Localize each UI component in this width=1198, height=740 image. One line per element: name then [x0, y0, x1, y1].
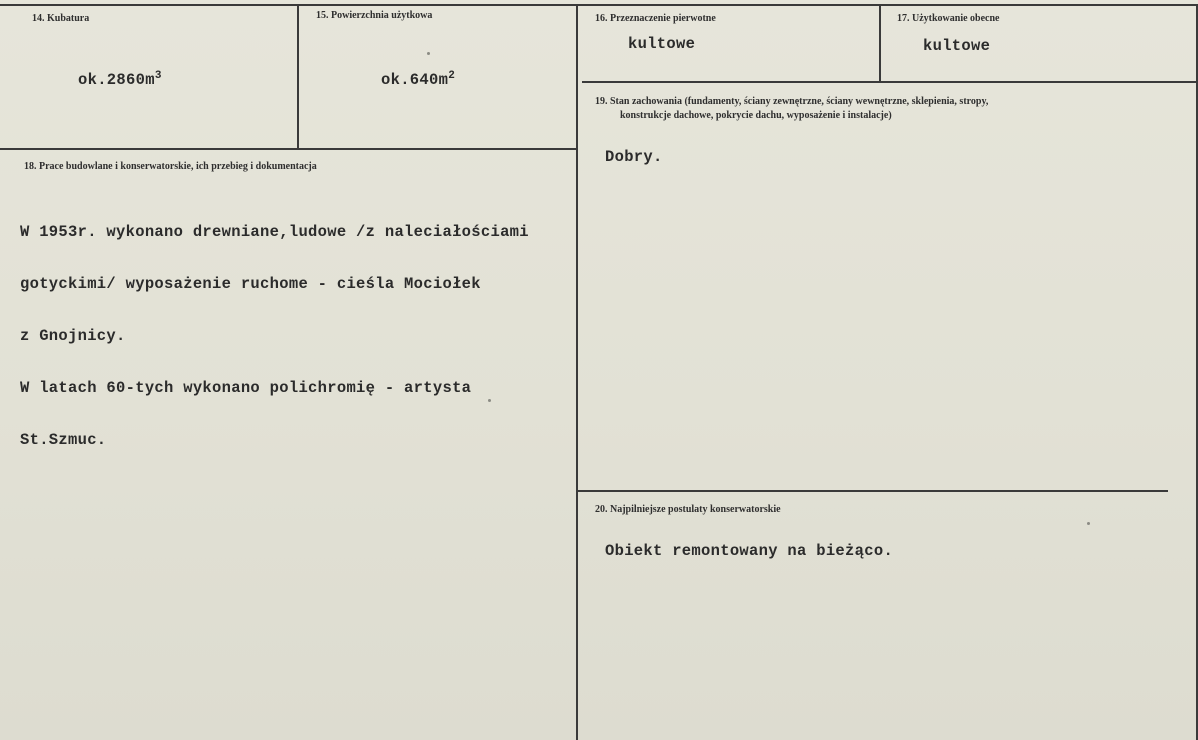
stan-label-line-2: konstrukcje dachowe, pokrycie dachu, wyposażenie i instalacje) — [620, 110, 892, 121]
vline-left-right — [576, 4, 578, 740]
kubatura-label: 14. Kubatura — [32, 13, 90, 24]
scan-speck — [1087, 522, 1090, 525]
powierzchnia-exponent: 2 — [448, 70, 456, 82]
vline-16-17 — [879, 4, 881, 83]
przeznaczenie-value: kultowe — [628, 35, 696, 53]
stan-value: Dobry. — [605, 148, 663, 166]
scan-speck — [488, 399, 491, 402]
postulaty-value: Obiekt remontowany na bieżąco. — [605, 542, 894, 560]
uzytkowanie-label: 17. Użytkowanie obecne — [897, 13, 1000, 24]
prace-line-5: St.Szmuc. — [20, 431, 107, 449]
stan-label-line-1: 19. Stan zachowania (fundamenty, ściany zewnętrzne, ściany wewnętrzne, sklepienia, stropy, — [595, 96, 989, 107]
kubatura-number: ok.2860m — [78, 71, 155, 89]
prace-line-2: gotyckimi/ wyposażenie ruchome - cieśla Mociołek — [20, 275, 481, 293]
powierzchnia-number: ok.640m — [381, 71, 449, 89]
prace-line-1: W 1953r. wykonano drewniane,ludowe /z naleciałościami — [20, 223, 529, 241]
prace-line-3: z Gnojnicy. — [20, 327, 126, 345]
scan-speck — [427, 52, 430, 55]
prace-line-4: W latach 60-tych wykonano polichromię - artysta — [20, 379, 472, 397]
powierzchnia-label: 15. Powierzchnia użytkowa — [316, 10, 433, 21]
divider-16-17 — [582, 81, 1198, 83]
prace-text — [20, 193, 529, 479]
prace-label: 18. Prace budowlane i konserwatorskie, ich przebieg i dokumentacja — [24, 161, 317, 172]
kubatura-value — [78, 70, 162, 89]
divider-top-row — [0, 148, 578, 150]
kubatura-exponent: 3 — [154, 70, 162, 82]
postulaty-label: 20. Najpilniejsze postulaty konserwatorskie — [595, 504, 781, 515]
uzytkowanie-value: kultowe — [923, 37, 991, 55]
vline-14-15 — [297, 4, 299, 150]
przeznaczenie-label: 16. Przeznaczenie pierwotne — [595, 13, 716, 24]
top-border — [0, 4, 1198, 6]
powierzchnia-value — [381, 70, 455, 89]
divider-19-20 — [578, 490, 1168, 492]
